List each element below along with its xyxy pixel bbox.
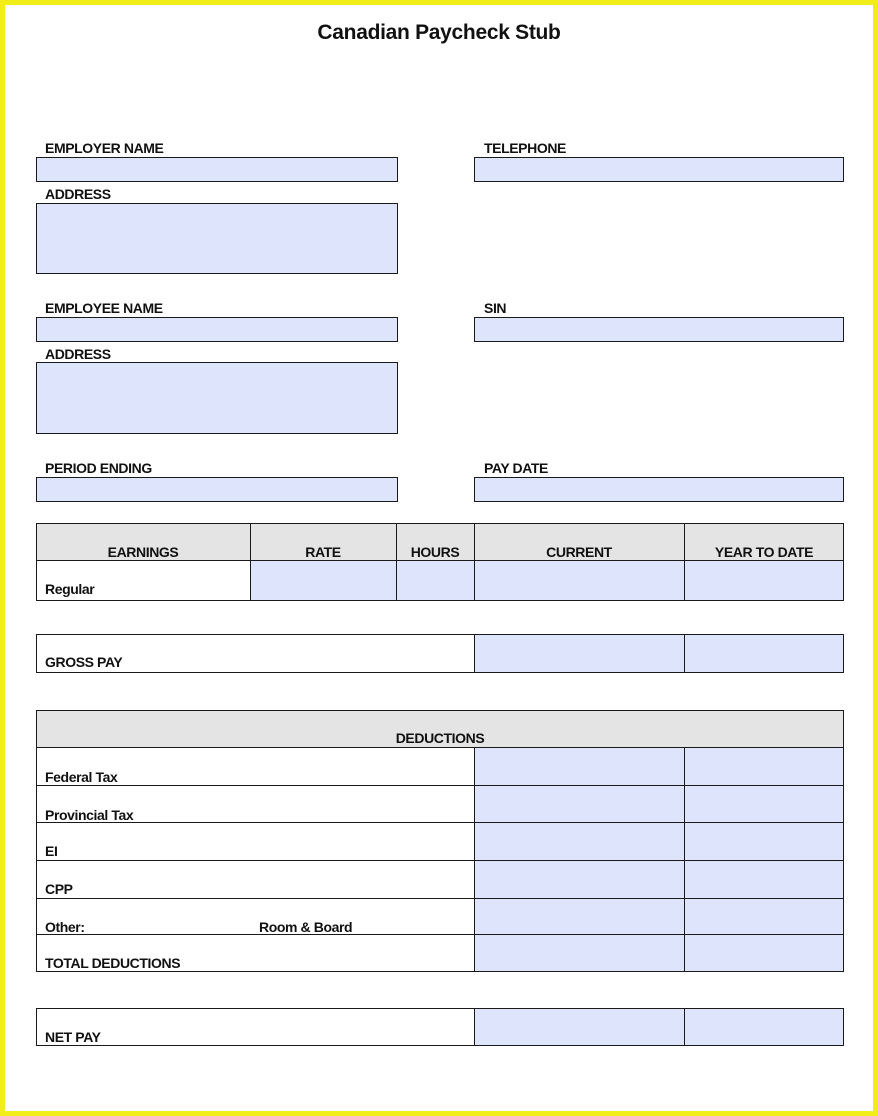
pay-date-label: PAY DATE	[484, 460, 548, 476]
telephone-field[interactable]	[474, 157, 844, 182]
total-deductions-ytd-field[interactable]	[684, 934, 844, 972]
deductions-header: DEDUCTIONS	[395, 730, 485, 746]
provincial-tax-current-field[interactable]	[474, 785, 684, 822]
period-ending-label: PERIOD ENDING	[45, 460, 152, 476]
other-current-field[interactable]	[474, 898, 684, 934]
ei-current-field[interactable]	[474, 822, 684, 860]
telephone-label: TELEPHONE	[484, 140, 566, 156]
period-ending-field[interactable]	[36, 477, 398, 502]
other-deduction-label: Other:	[45, 919, 85, 935]
total-deductions-current-field[interactable]	[474, 934, 684, 972]
employee-name-field[interactable]	[36, 317, 398, 342]
pay-date-field[interactable]	[474, 477, 844, 502]
sin-field[interactable]	[474, 317, 844, 342]
federal-tax-ytd-field[interactable]	[684, 747, 844, 785]
federal-tax-label: Federal Tax	[45, 769, 118, 785]
total-deductions-label: TOTAL DEDUCTIONS	[45, 955, 181, 971]
federal-tax-current-field[interactable]	[474, 747, 684, 785]
net-pay-row	[36, 1008, 844, 1046]
regular-ytd-field[interactable]	[684, 561, 844, 601]
earnings-table	[36, 523, 844, 601]
gross-pay-current-field[interactable]	[474, 634, 684, 673]
gross-pay-label: GROSS PAY	[45, 654, 123, 670]
employer-address-field[interactable]	[36, 203, 398, 274]
earnings-col-header: EARNINGS	[107, 544, 179, 560]
ei-label: EI	[45, 843, 58, 859]
regular-earnings-label: Regular	[45, 581, 95, 597]
net-pay-ytd-field[interactable]	[684, 1008, 844, 1046]
gross-pay-row	[36, 634, 844, 673]
ei-ytd-field[interactable]	[684, 822, 844, 860]
cpp-label: CPP	[45, 881, 73, 897]
ytd-col-header: YEAR TO DATE	[714, 544, 814, 560]
page-title: Canadian Paycheck Stub	[317, 21, 561, 44]
employer-address-label: ADDRESS	[45, 186, 111, 202]
paycheck-stub-page	[5, 5, 873, 1111]
employer-name-field[interactable]	[36, 157, 398, 182]
cpp-current-field[interactable]	[474, 860, 684, 898]
net-pay-label: NET PAY	[45, 1029, 101, 1045]
other-deduction-description: Room & Board	[259, 919, 353, 935]
employer-name-label: EMPLOYER NAME	[45, 140, 164, 156]
net-pay-current-field[interactable]	[474, 1008, 684, 1046]
current-col-header: CURRENT	[546, 544, 612, 560]
regular-hours-field[interactable]	[396, 561, 474, 601]
hours-col-header: HOURS	[410, 544, 460, 560]
employee-name-label: EMPLOYEE NAME	[45, 300, 163, 316]
regular-rate-field[interactable]	[250, 561, 396, 601]
cpp-ytd-field[interactable]	[684, 860, 844, 898]
employee-address-label: ADDRESS	[45, 346, 111, 362]
provincial-tax-label: Provincial Tax	[45, 807, 134, 823]
gross-pay-ytd-field[interactable]	[684, 634, 844, 673]
rate-col-header: RATE	[305, 544, 341, 560]
employee-address-field[interactable]	[36, 362, 398, 434]
deductions-table	[36, 710, 844, 972]
sin-label: SIN	[484, 300, 507, 316]
provincial-tax-ytd-field[interactable]	[684, 785, 844, 822]
regular-current-field[interactable]	[474, 561, 684, 601]
other-ytd-field[interactable]	[684, 898, 844, 934]
